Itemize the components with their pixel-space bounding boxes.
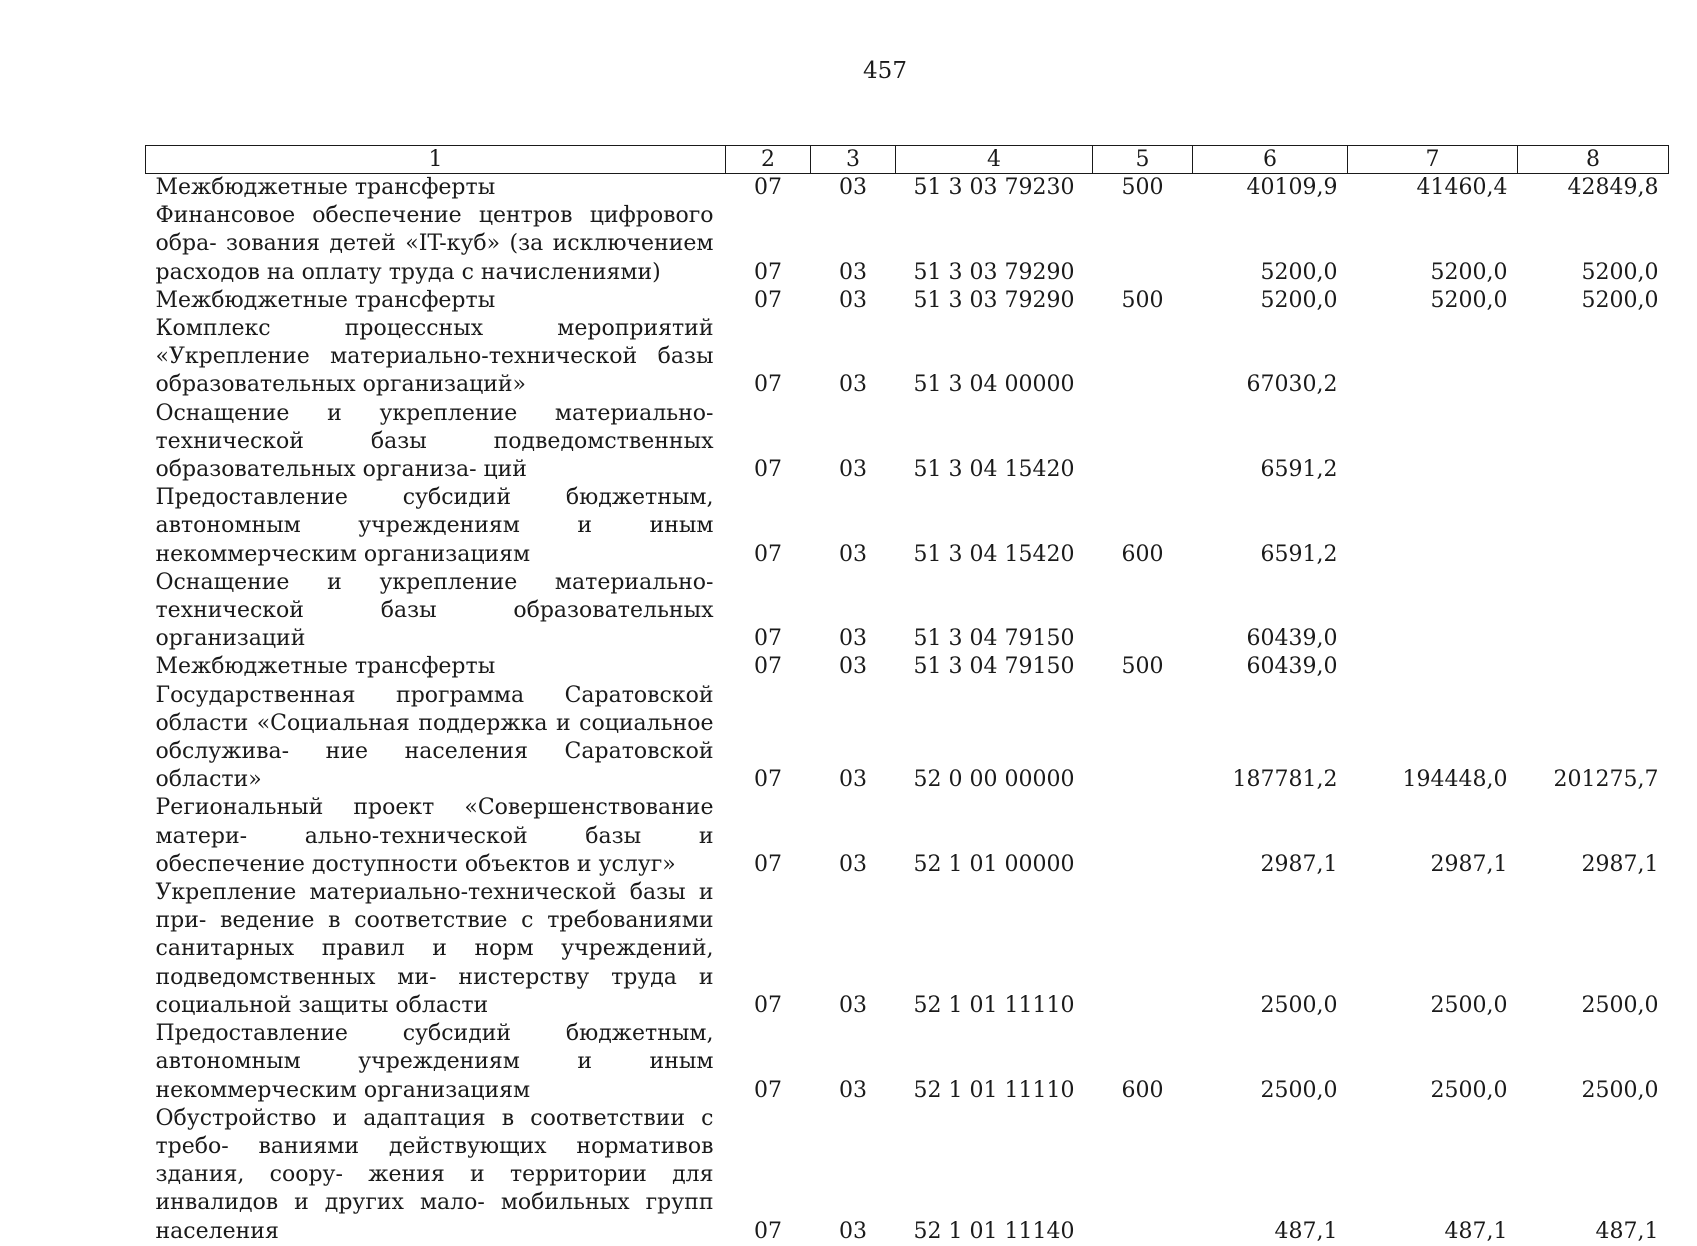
column-header-2: 2 [726,146,811,174]
amount-col-6: 40109,9 [1246,175,1338,200]
section-code: 07 [754,541,782,567]
item-description: Обустройство и адаптация в соответствии с требо- ваниями действующих нормативов здания, соору- жения и территории для инвалидов и других мало- мобильных групп населения [155,1105,714,1244]
expense-type-code [1093,315,1193,400]
table-row [146,1105,1669,1246]
amount-col-7: 2500,0 [1430,1077,1508,1103]
expense-type-code [1093,1105,1193,1246]
column-header-6: 6 [1193,146,1348,174]
expense-type-code [1093,879,1193,1020]
section-code: 07 [754,457,782,483]
subsection-code: 03 [839,287,867,313]
amount-col-6: 5200,0 [1260,287,1338,313]
expense-type-code [1093,202,1193,287]
item-description: Предоставление субсидий бюджетным, автономным учреждениям и иным некоммерческим организациям [155,1021,714,1103]
expense-type-code: 600 [1121,1077,1164,1103]
column-header-8: 8 [1518,146,1669,174]
amount-col-8 [1518,484,1669,569]
section-code: 07 [754,175,782,200]
amount-col-7 [1348,315,1518,400]
item-description: Оснащение и укрепление материально-технической базы образовательных организаций [155,569,714,652]
amount-col-7: 5200,0 [1430,287,1508,313]
target-article-code: 52 0 00 00000 [913,767,1075,793]
subsection-code: 03 [839,372,867,398]
amount-col-7: 2500,0 [1430,992,1508,1018]
table-row [146,202,1669,287]
amount-col-6: 2987,1 [1260,851,1338,877]
amount-col-8 [1518,653,1669,681]
expense-type-code [1093,400,1193,485]
target-article-code: 51 3 04 15420 [913,457,1075,483]
amount-col-8: 2500,0 [1581,992,1659,1018]
amount-col-6: 5200,0 [1260,259,1338,285]
expense-type-code: 500 [1121,175,1164,200]
amount-col-7 [1348,653,1518,681]
target-article-code: 52 1 01 00000 [913,851,1075,877]
amount-col-6: 187781,2 [1232,767,1338,793]
section-code: 07 [754,767,782,793]
subsection-code: 03 [839,259,867,285]
subsection-code: 03 [839,457,867,483]
expense-type-code [1093,682,1193,795]
expense-type-code [1093,569,1193,654]
target-article-code: 52 1 01 11140 [913,1218,1075,1244]
section-code: 07 [754,992,782,1018]
amount-col-8: 5200,0 [1581,259,1659,285]
target-article-code: 52 1 01 11110 [913,1077,1075,1103]
item-description: Укрепление материально-технической базы и при- ведение в соответствие с требованиями санитарных правил и норм учреждений, подведомственных ми- нистерству труда и социальной защиты области [155,880,714,1018]
table-row [146,315,1669,400]
section-code: 07 [754,626,782,652]
column-header-4: 4 [896,146,1093,174]
target-article-code: 51 3 04 79150 [913,626,1075,652]
budget-table [145,145,1669,1246]
header-row [146,146,1669,174]
amount-col-6: 2500,0 [1260,1077,1338,1103]
target-article-code: 51 3 03 79290 [913,259,1075,285]
subsection-code: 03 [839,1077,867,1103]
subsection-code: 03 [839,541,867,567]
item-description: Государственная программа Саратовской области «Социальная поддержка и социальное обслужива- ние населения Саратовской области» [155,682,714,793]
amount-col-6: 60439,0 [1246,626,1338,652]
column-header-1: 1 [146,146,726,174]
target-article-code: 51 3 03 79290 [913,287,1075,313]
amount-col-7 [1348,400,1518,485]
section-code: 07 [754,1218,782,1244]
amount-col-7 [1348,484,1518,569]
subsection-code: 03 [839,626,867,652]
table-body [146,174,1669,1246]
amount-col-8: 42849,8 [1567,175,1659,200]
item-description: Региональный проект «Совершенствование матери- ально-технической базы и обеспечение доступности объектов и услуг» [155,795,714,877]
column-header-7: 7 [1348,146,1518,174]
table-row [146,400,1669,485]
column-header-5: 5 [1093,146,1193,174]
subsection-code: 03 [839,767,867,793]
table-row [146,653,1669,681]
amount-col-7 [1348,569,1518,654]
amount-col-7: 487,1 [1444,1218,1508,1244]
amount-col-8: 487,1 [1595,1218,1659,1244]
section-code: 07 [754,654,782,680]
amount-col-6: 67030,2 [1246,372,1338,398]
subsection-code: 03 [839,175,867,200]
target-article-code: 51 3 04 15420 [913,541,1075,567]
table-row [146,879,1669,1020]
amount-col-7: 5200,0 [1430,259,1508,285]
amount-col-8: 2500,0 [1581,1077,1659,1103]
amount-col-6: 6591,2 [1260,541,1338,567]
amount-col-6: 60439,0 [1246,654,1338,680]
amount-col-7: 194448,0 [1402,767,1508,793]
subsection-code: 03 [839,992,867,1018]
item-description: Оснащение и укрепление материально-технической базы подведомственных образовательных организа- ций [155,400,714,483]
item-description: Межбюджетные трансферты [155,654,496,680]
item-description: Межбюджетные трансферты [155,287,496,313]
item-description: Предоставление субсидий бюджетным, автономным учреждениям и иным некоммерческим организациям [155,485,714,567]
subsection-code: 03 [839,1218,867,1244]
amount-col-8 [1518,315,1669,400]
amount-col-6: 2500,0 [1260,992,1338,1018]
section-code: 07 [754,1077,782,1103]
table-row [146,1020,1669,1105]
target-article-code: 51 3 03 79230 [913,175,1075,200]
expense-type-code: 600 [1121,541,1164,567]
target-article-code: 52 1 01 11110 [913,992,1075,1018]
amount-col-8 [1518,400,1669,485]
table-row [146,682,1669,795]
table-row [146,484,1669,569]
item-description: Межбюджетные трансферты [155,175,496,200]
amount-col-7: 41460,4 [1416,175,1508,200]
table-row [146,794,1669,879]
amount-col-7: 2987,1 [1430,851,1508,877]
target-article-code: 51 3 04 00000 [913,372,1075,398]
subsection-code: 03 [839,654,867,680]
amount-col-8: 5200,0 [1581,287,1659,313]
amount-col-8: 2987,1 [1581,851,1659,877]
amount-col-6: 487,1 [1274,1218,1338,1244]
table-row [146,287,1669,315]
amount-col-8 [1518,569,1669,654]
section-code: 07 [754,259,782,285]
item-description: Комплекс процессных мероприятий «Укрепление материально-технической базы образовательных организаций» [155,316,714,398]
section-code: 07 [754,851,782,877]
target-article-code: 51 3 04 79150 [913,654,1075,680]
section-code: 07 [754,287,782,313]
amount-col-8: 201275,7 [1553,767,1659,793]
subsection-code: 03 [839,851,867,877]
table-header [146,146,1669,174]
expense-type-code [1093,794,1193,879]
section-code: 07 [754,372,782,398]
table-row [146,569,1669,654]
column-header-3: 3 [811,146,896,174]
expense-type-code: 500 [1121,287,1164,313]
page-number: 457 [863,58,907,84]
item-description: Финансовое обеспечение центров цифрового обра- зования детей «IT-куб» (за исключением расходов на оплату труда с начислениями) [155,203,714,285]
table-row [146,174,1669,203]
expense-type-code: 500 [1121,654,1164,680]
amount-col-6: 6591,2 [1260,457,1338,483]
